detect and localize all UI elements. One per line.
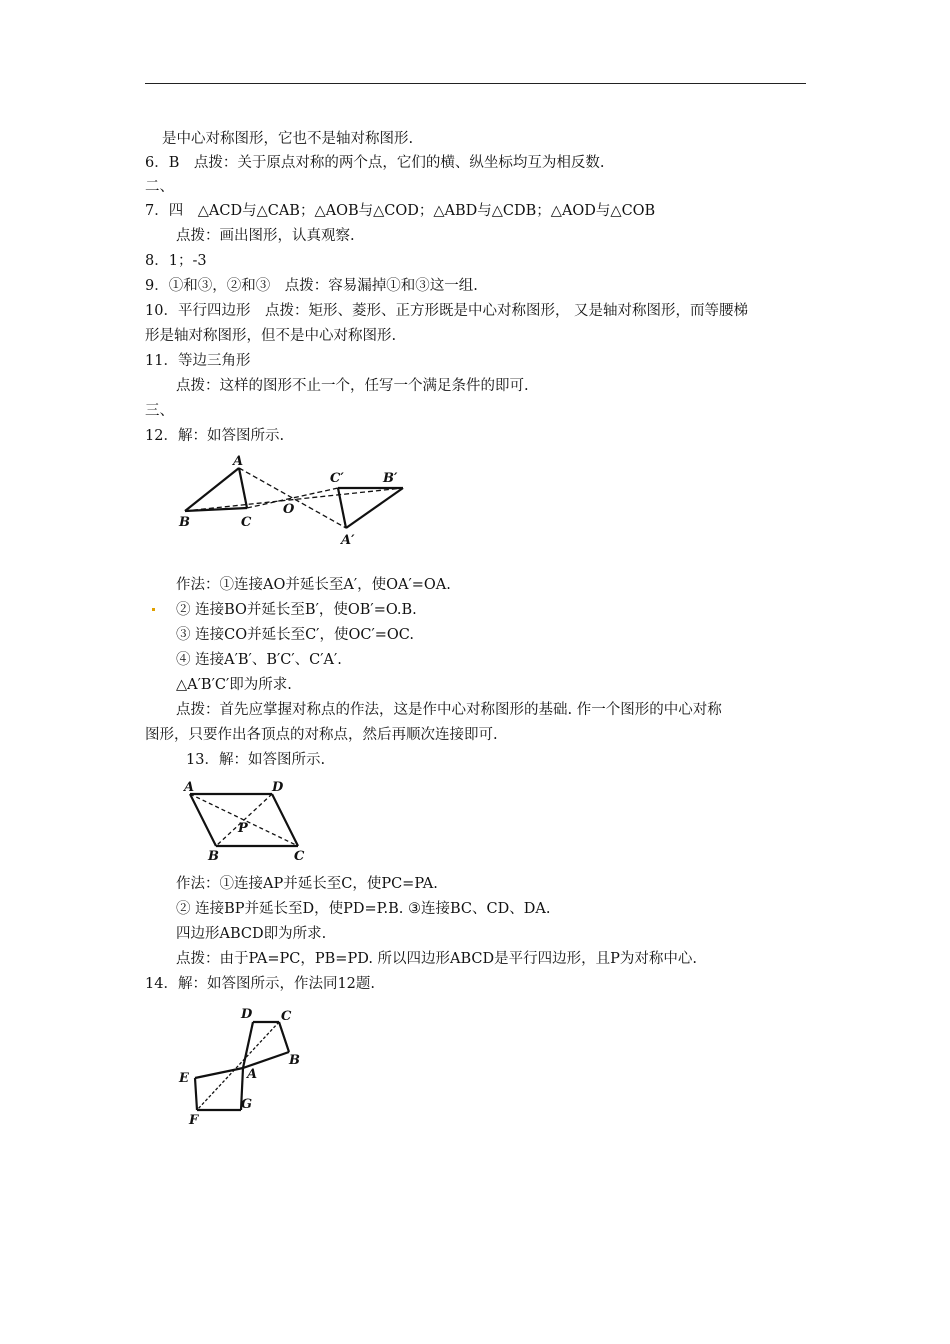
method-12-step-3: ③ 连接CO并延长至C′，使OC′=OC. [176,627,414,643]
fig14-label-a: A [247,1067,258,1082]
method-12-step-2: ② 连接BO并延长至B′，使OB′=O.B. [176,602,417,618]
answer-9: 9．①和③，②和③ 点拨：容易漏掉①和③这一组. [145,278,478,294]
fig12-label-b-prime: B′ [383,471,398,486]
header-rule [145,83,806,84]
fig13-label-a: A [184,780,195,795]
method-12-result: △A′B′C′即为所求. [176,677,292,693]
figure-12 [175,448,415,548]
figure-14 [175,1002,315,1128]
method-12-step-4: ④ 连接A′B′、B′C′、C′A′. [176,652,342,668]
method-13-step-2: ② 连接BP并延长至D，使PD=P.B. ③连接BC、CD、DA. [176,901,551,917]
fig12-label-a: A [233,454,244,469]
fig13-label-c: C [294,849,305,864]
method-13-step-1: 作法：①连接AP并延长至C，使PC=PA. [176,876,438,892]
answer-6: 6．B 点拨：关于原点对称的两个点，它们的横、纵坐标均互为相反数. [145,155,605,171]
fig12-label-c-prime: C′ [330,471,344,486]
fig14-label-c: C [281,1009,292,1024]
fig12-label-a-prime: A′ [341,533,355,548]
fig14-label-d: D [241,1007,253,1022]
fig13-label-d: D [272,780,284,795]
fig13-label-p: P [238,821,248,836]
method-12-step-1: 作法：①连接AO并延长至A′，使OA′=OA. [176,577,451,593]
figure-13 [180,778,310,864]
hint-7: 点拨：画出图形，认真观察. [176,228,355,244]
fig13-label-b: B [208,849,219,864]
answer-12: 12．解：如答图所示. [145,428,285,444]
fig14-label-b: B [289,1053,300,1068]
fig12-label-b: B [179,515,190,530]
hint-13: 点拨：由于PA=PC，PB=PD. 所以四边形ABCD是平行四边形，且P为对称中心. [176,951,698,967]
fig14-label-e: E [179,1071,189,1086]
stray-mark [152,608,155,611]
section-2-heading: 二、 [145,179,174,195]
answer-10-cont: 形是轴对称图形，但不是中心对称图形. [145,328,397,344]
answer-10: 10．平行四边形 点拨：矩形、菱形、正方形既是中心对称图形， 又是轴对称图形，而等腰梯 [145,303,749,319]
text-line-1: 是中心对称图形，它也不是轴对称图形. [162,131,414,147]
method-13-result: 四边形ABCD即为所求. [176,926,327,942]
answer-13: 13．解：如答图所示. [186,752,326,768]
answer-11: 11．等边三角形 [145,353,251,369]
fig12-label-c: C [241,515,252,530]
hint-12-cont: 图形，只要作出各顶点的对称点，然后再顺次连接即可. [145,727,498,743]
fig14-label-g: G [241,1097,253,1112]
answer-8: 8．1；-3 [145,253,207,269]
hint-11: 点拨：这样的图形不止一个，任写一个满足条件的即可. [176,378,529,394]
answer-14: 14．解：如答图所示，作法同12题. [145,976,376,992]
answer-7: 7．四 △ACD与△CAB；△AOB与△COD；△ABD与△CDB；△AOD与△COB [145,203,656,219]
fig12-label-o: O [283,502,295,517]
hint-12: 点拨：首先应掌握对称点的作法，这是作中心对称图形的基础. 作一个图形的中心对称 [176,702,722,718]
fig14-label-f: F [189,1113,199,1128]
section-3-heading: 三、 [145,403,174,419]
